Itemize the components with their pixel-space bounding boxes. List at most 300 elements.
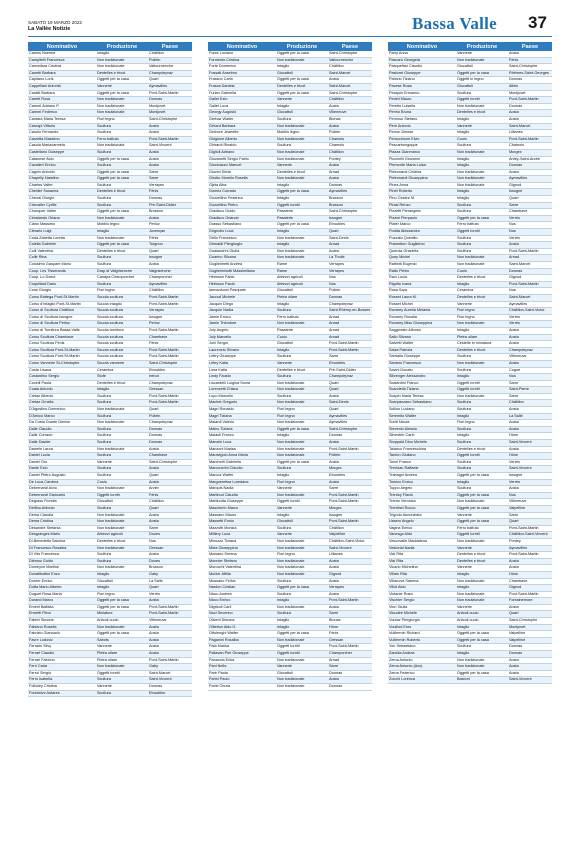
cell-produzione: Non tradizionale [276, 453, 328, 460]
table-row [208, 545, 372, 552]
cell-nominativo: Ermetti Piero [28, 611, 96, 618]
cell-nominativo: Perron Denise [388, 130, 456, 137]
cell-nominativo: Pescarbongoppe [388, 143, 456, 150]
table-row [28, 433, 192, 440]
cell-nominativo: Fabiano Rosella [28, 624, 96, 631]
table-row [28, 525, 192, 532]
table-row [28, 110, 192, 117]
cell-produzione: Non tradizionale [276, 657, 328, 664]
table-row [28, 360, 192, 367]
table-row [208, 486, 372, 493]
cell-nominativo: Cappellani Antonia [28, 83, 96, 90]
cell-nominativo: Massetti Ennio [208, 519, 276, 526]
cell-nominativo: Tonni Franco [388, 459, 456, 466]
cell-paese: Aosta [328, 578, 372, 585]
table-row [388, 229, 552, 236]
cell-nominativo: Dema Cristina [28, 519, 96, 526]
cell-produzione: Scuola intaglio [96, 301, 148, 308]
cell-produzione: Ceramica [456, 288, 508, 295]
cell-nominativo: Desandré Stefania [28, 525, 96, 532]
cell-nominativo: Gradisco Guido [208, 209, 276, 216]
cell-nominativo: Colosimo Gaspare Mario [28, 262, 96, 269]
cell-paese: Verrès [148, 591, 192, 598]
table-row [388, 598, 552, 605]
cell-produzione: Dentelles e tricot [456, 446, 508, 453]
cell-paese: La Salle [148, 578, 192, 585]
cell-nominativo: Pala Marisa [208, 644, 276, 651]
table-row [28, 255, 192, 262]
cell-produzione: Intaglio [456, 156, 508, 163]
table-row [208, 334, 372, 341]
cell-paese: Arnad [328, 334, 372, 341]
cell-nominativo: Coquillard Dario [28, 281, 96, 288]
cell-nominativo: Favre Ludovic [28, 637, 96, 644]
cell-paese: Châtillon-Saint-Victor [508, 308, 552, 315]
cell-produzione: Oggetti per la casa [96, 604, 148, 611]
cell-paese: Cogne [508, 367, 552, 374]
cell-produzione: Oggetti per la casa [276, 189, 328, 196]
header-nominativo: Nominativo [388, 42, 456, 51]
cell-paese: Pré-Saint-Didier [148, 202, 192, 209]
cell-produzione: Vannerie [456, 512, 508, 519]
cell-paese: Valtournenche [148, 64, 192, 71]
cell-nominativo: Saggiorato Alfonso [388, 327, 456, 334]
cell-paese: Saint-Marcel [328, 83, 372, 90]
table-row [208, 618, 372, 625]
cell-produzione: Non tradizionale [96, 97, 148, 104]
cell-produzione: Non tradizionale [276, 123, 328, 130]
cell-produzione: Vannerie [276, 163, 328, 170]
header-nominativo: Nominativo [28, 42, 96, 51]
cell-produzione: Scuola scultura [96, 334, 148, 341]
cell-paese: Issogne [328, 512, 372, 519]
cell-paese: Nus [328, 281, 372, 288]
cell-paese: Aosta [508, 407, 552, 414]
cell-nominativo: Piccinelli Giovanni [388, 156, 456, 163]
cell-produzione: Non tradizionale [276, 176, 328, 183]
cell-paese: Donnas [148, 433, 192, 440]
cell-nominativo: Santoro Francesco [388, 360, 456, 367]
table-row [388, 657, 552, 664]
cell-paese: Champdepraz [328, 301, 372, 308]
cell-paese: Donnas [148, 684, 192, 691]
cell-paese: Champdepraz [508, 347, 552, 354]
cell-nominativo: Ghigione Alberto [208, 136, 276, 143]
cell-paese: Chambave [148, 453, 192, 460]
table-row [208, 400, 372, 407]
table-row [208, 83, 372, 90]
cell-produzione: Oggetti per la casa [276, 459, 328, 466]
cell-produzione: Vannerie [456, 51, 508, 57]
table-row [28, 486, 192, 493]
cell-nominativo: Castellano Giuseppe [28, 149, 96, 156]
cell-paese: Torgnon [148, 242, 192, 249]
cell-nominativo: Corso Scultura Pont-St-Martin [28, 354, 96, 361]
cell-paese: Valpelline [328, 532, 372, 539]
cell-produzione: Scultura [276, 116, 328, 123]
table-row [28, 367, 192, 374]
table-row [388, 420, 552, 427]
cell-paese: Verrayes [328, 585, 372, 592]
cell-nominativo: Peaquin Ermanno [388, 90, 456, 97]
table-row [208, 505, 372, 512]
table-row [28, 664, 192, 671]
cell-paese: Sarre [508, 202, 552, 209]
table-row [28, 354, 192, 361]
cell-produzione: Giocattoli [96, 578, 148, 585]
table-row [208, 90, 372, 97]
cell-nominativo: Di Francesco Rosalba [28, 545, 96, 552]
table-row [28, 479, 192, 486]
cell-paese: Arnad [328, 657, 372, 664]
cell-paese: Saint-Marcel [508, 294, 552, 301]
cell-paese: Lillianes [328, 552, 372, 559]
cell-produzione: Intaglio [96, 585, 148, 592]
cell-nominativo: Giovanetti Sergio Fabio [208, 156, 276, 163]
cell-paese: Saint-Vincent [148, 677, 192, 684]
table-row [388, 644, 552, 651]
cell-produzione: Scultura [96, 130, 148, 137]
cell-paese: Quart [148, 407, 192, 414]
cell-paese: Sarre [148, 525, 192, 532]
cell-paese: Verrès [508, 314, 552, 321]
cell-produzione: Intaglio [456, 624, 508, 631]
cell-produzione: Intaglio [276, 347, 328, 354]
table-row [28, 64, 192, 71]
cell-produzione: Fiori legno [276, 552, 328, 559]
cell-paese: Antey-Saint-André [508, 156, 552, 163]
cell-nominativo: Dalle Claudio [28, 426, 96, 433]
cell-produzione: Non tradizionale [96, 519, 148, 526]
cell-paese: Pont-Saint-Martin [508, 248, 552, 255]
table-row [388, 677, 552, 684]
cell-produzione: Giocattoli [276, 670, 328, 677]
cell-paese: Gressan [328, 637, 372, 644]
cell-produzione: Articoli cuoio [96, 618, 148, 625]
header-produzione: Produzione [276, 42, 328, 51]
cell-produzione: Scultura [276, 354, 328, 361]
cell-paese: Saint-Vincent [148, 143, 192, 150]
table-row [208, 446, 372, 453]
cell-paese: Saint-Christophe [328, 426, 372, 433]
cell-produzione: Intaglio [456, 116, 508, 123]
table-row [388, 651, 552, 658]
table-row [208, 215, 372, 222]
header-nominativo: Nominativo [208, 42, 276, 51]
table-row [208, 77, 372, 84]
cell-nominativo: Trigodo Annunziata [388, 512, 456, 519]
cell-paese: Champorcher [328, 651, 372, 658]
table-row [208, 64, 372, 71]
cell-nominativo: Tardon Giuliano [388, 453, 456, 460]
cell-nominativo: Zanella Andrea [388, 651, 456, 658]
cell-nominativo: Chouquer Valter [28, 209, 96, 216]
cell-paese: Aosta [328, 677, 372, 684]
table-row [28, 690, 192, 697]
cell-produzione: Fiori legno [456, 420, 508, 427]
cell-produzione: Scultura [96, 255, 148, 262]
header-paese: Paese [328, 42, 372, 51]
cell-produzione: Cestelle in miniatura [456, 341, 508, 348]
cell-paese: Châtillon [148, 288, 192, 295]
cell-paese: Aosta [328, 558, 372, 565]
cell-nominativo: Hérisson Fabio [208, 275, 276, 282]
cell-produzione: Oggetti per la casa [96, 598, 148, 605]
table-row [208, 136, 372, 143]
cell-paese: Donnas [508, 651, 552, 658]
cell-produzione: Intaglio [96, 387, 148, 394]
cell-produzione: Scultura [276, 374, 328, 381]
cell-nominativo: Cheider Susanna [28, 189, 96, 196]
page-number: 37 [528, 13, 547, 32]
artisans-table [208, 42, 372, 691]
cell-produzione: Giocattoli [456, 83, 508, 90]
cell-paese: Verrès [508, 479, 552, 486]
cell-paese: Pontey [328, 156, 372, 163]
table-row [388, 440, 552, 447]
cell-produzione: Cuoio [96, 479, 148, 486]
cell-nominativo: Silvestrin Carlo [388, 433, 456, 440]
cell-produzione: Pietra ollare [276, 294, 328, 301]
cell-paese: Aosta [328, 123, 372, 130]
cell-produzione: Oggetti per la casa [96, 176, 148, 183]
cell-nominativo: Martinod Claudia [208, 492, 276, 499]
cell-paese: Aymavilles [148, 83, 192, 90]
cell-paese: Sarre [508, 380, 552, 387]
table-row [28, 143, 192, 150]
cell-nominativo: Magri Ronaldo [208, 407, 276, 414]
table-row [388, 664, 552, 671]
cell-produzione: Scuola scultura [96, 354, 148, 361]
cell-nominativo: Vial Rita [388, 558, 456, 565]
table-row [28, 374, 192, 381]
cell-nominativo: Podda Alessandro [388, 229, 456, 236]
cell-nominativo: Canetti Barbara [28, 70, 96, 77]
cell-nominativo: Joni Sergio [208, 341, 276, 348]
table-row [28, 387, 192, 394]
cell-nominativo: Cantara Maria Teresa [28, 116, 96, 123]
table-row [208, 611, 372, 618]
table-row [208, 637, 372, 644]
cell-nominativo: Pasquettaz Claudio [388, 64, 456, 71]
cell-nominativo: Dalle Corrado [28, 433, 96, 440]
cell-nominativo: Zema Antonio [388, 657, 456, 664]
cell-paese: Aosta [148, 123, 192, 130]
cell-nominativo: Colella Gabriele [28, 242, 96, 249]
cell-produzione: Non tradizionale [96, 545, 148, 552]
cell-produzione: Dentelles e tricot [456, 347, 508, 354]
table-row [388, 525, 552, 532]
cell-nominativo: Nozi Severino [208, 611, 276, 618]
cell-paese: Pont-Saint-Martin [328, 499, 372, 506]
cell-nominativo: Caretti Rosa [28, 97, 96, 104]
cell-paese: Aosta [508, 334, 552, 341]
cell-paese: Pont-Saint-Martin [148, 354, 192, 361]
cell-produzione: Non tradizionale [96, 64, 148, 71]
cell-produzione: Drap di Valgrisenche [96, 268, 148, 275]
cell-produzione: Dentelles e tricot [96, 380, 148, 387]
cell-nominativo: Ferrari Claudio [28, 651, 96, 658]
cell-produzione: Scuola scultura [96, 321, 148, 328]
table-row [388, 459, 552, 466]
table-row [208, 156, 372, 163]
cell-nominativo: Corso di Scultura Châtillon [28, 308, 96, 315]
cell-nominativo: Quercia Graziella [388, 248, 456, 255]
table-row [208, 367, 372, 374]
table-row [388, 136, 552, 143]
cell-paese: Etroubles [148, 367, 192, 374]
cell-produzione: Non tradizionale [276, 637, 328, 644]
table-row [208, 380, 372, 387]
cell-nominativo: Scaiardini Franco [388, 380, 456, 387]
cell-paese: Pont-Saint-Martin [508, 525, 552, 532]
cell-nominativo: Vuillermin Richard [388, 631, 456, 638]
cell-nominativo: Pirasi Renzo [388, 202, 456, 209]
cell-nominativo: Gualandrini Giulia [208, 248, 276, 255]
cell-nominativo: Pietronardi Giuseppina [388, 176, 456, 183]
cell-paese: Châtillon [328, 525, 372, 532]
table-row [28, 499, 192, 506]
cell-paese: Sarre [328, 611, 372, 618]
cell-paese: Arnad [328, 242, 372, 249]
cell-nominativo: Fabrizio Giancarlo [28, 631, 96, 638]
table-row [208, 664, 372, 671]
cell-nominativo: Joly Marcello [208, 334, 276, 341]
table-row [388, 453, 552, 460]
cell-produzione: Non tradizionale [456, 598, 508, 605]
cell-paese: Gressan [148, 387, 192, 394]
cell-paese: Valpelline [508, 505, 552, 512]
cell-nominativo: Lindy Fausto [208, 374, 276, 381]
cell-produzione: Vannerie [276, 532, 328, 539]
table-row [208, 433, 372, 440]
cell-paese: Aosta [508, 558, 552, 565]
table-row [28, 413, 192, 420]
table-row [388, 631, 552, 638]
cell-produzione: Non tradizionale [456, 664, 508, 671]
cell-paese: Nus [508, 288, 552, 295]
table-row [208, 176, 372, 183]
table-row [28, 215, 192, 222]
cell-produzione: Scultura [456, 459, 508, 466]
table-row [388, 532, 552, 539]
cell-produzione: Intaglio [456, 130, 508, 137]
cell-produzione: Oggetti per la casa [456, 473, 508, 480]
cell-nominativo: De Luca Carolina [28, 479, 96, 486]
table-row [208, 202, 372, 209]
cell-produzione: Non tradizionale [456, 591, 508, 598]
cell-nominativo: Nicco Andrea [208, 591, 276, 598]
cell-nominativo: Carollo Fernando [28, 130, 96, 137]
cell-produzione: Non tradizionale [96, 235, 148, 242]
cell-produzione: Non tradizionale [96, 420, 148, 427]
cell-nominativo: Pines Anna [388, 182, 456, 189]
cell-nominativo: Gozzellino Pietro [208, 202, 276, 209]
cell-produzione: Non tradizionale [456, 169, 508, 176]
cell-produzione: Fiori legno [96, 591, 148, 598]
cell-paese: Etroubles [328, 360, 372, 367]
cell-paese: Aosta [148, 631, 192, 638]
cell-nominativo: Debernardi Giancarlo [28, 492, 96, 499]
cell-produzione: Oggetti per la casa [276, 631, 328, 638]
table-row [208, 97, 372, 104]
cell-paese: Saint-Marcel [508, 123, 552, 130]
table-row [208, 341, 372, 348]
cell-produzione: Scultura [96, 558, 148, 565]
cell-paese: Donnas [328, 294, 372, 301]
table-row [208, 235, 372, 242]
cell-paese: Aosta [508, 360, 552, 367]
cell-nominativo: Ottolenghi Walter [208, 631, 276, 638]
cell-nominativo: Perucchione Elvio [388, 136, 456, 143]
table-row [388, 222, 552, 229]
cell-produzione: Scultura [456, 466, 508, 473]
table-row [388, 499, 552, 506]
cell-nominativo: Sordi Nicola [388, 420, 456, 427]
cell-nominativo: Magri Tiziana [208, 413, 276, 420]
cell-produzione: Oggetti torniti [456, 453, 508, 460]
cell-produzione: Non tradizionale [276, 545, 328, 552]
table-row [388, 182, 552, 189]
cell-produzione: Giocattoli [276, 110, 328, 117]
cell-nominativo: Scapin Maria Teresa [388, 393, 456, 400]
cell-paese: Allein [508, 83, 552, 90]
table-row [28, 420, 192, 427]
cell-nominativo: Machet Gregorio [208, 400, 276, 407]
cell-nominativo: Sibrenger Alessandro [388, 374, 456, 381]
cell-produzione: Ferro battuto [456, 525, 508, 532]
cell-produzione: Oggetti per la casa [96, 209, 148, 216]
cell-paese: Quart [508, 519, 552, 526]
cell-produzione: Non tradizionale [456, 262, 508, 269]
cell-paese: Montjovet [148, 110, 192, 117]
cell-produzione: Dentelles e tricot [456, 110, 508, 117]
cell-produzione: Pietra ollare [456, 334, 508, 341]
cell-produzione: Intaglio [276, 242, 328, 249]
cell-paese: Chambave [508, 578, 552, 585]
table-row [208, 684, 372, 691]
cell-nominativo: Jacquin Diego [208, 301, 276, 308]
cell-produzione: Oggetti per la casa [96, 90, 148, 97]
cell-produzione: Non tradizionale [456, 657, 508, 664]
cell-produzione: Non tradizionale [276, 420, 328, 427]
table-row [208, 492, 372, 499]
cell-produzione: Pasaterie [276, 327, 328, 334]
section-title: Bassa Valle [412, 14, 498, 33]
cell-nominativo: Zema Federico [388, 670, 456, 677]
cell-nominativo: Corso di Tornitura Bassa Valle [28, 327, 96, 334]
cell-nominativo: Sciliou Luciano [388, 407, 456, 414]
cell-nominativo: Minuzzo Tiziana [208, 538, 276, 545]
cell-paese: Aosta [148, 446, 192, 453]
cell-paese: Châtillon-Saint-Victor [328, 538, 372, 545]
cell-produzione: Oggetti per la casa [456, 670, 508, 677]
table-row [388, 466, 552, 473]
cell-produzione: Dentelles e tricot [456, 275, 508, 282]
table-row [28, 598, 192, 605]
cell-paese: Pont-Saint-Martin [328, 446, 372, 453]
cell-produzione: Scuola vannerie [96, 360, 148, 367]
cell-paese: Montjovet [148, 103, 192, 110]
table-row [28, 400, 192, 407]
cell-nominativo: Stevenin Alessio [388, 426, 456, 433]
cell-produzione: Vannerie [276, 664, 328, 671]
cell-paese: Aosta [508, 116, 552, 123]
cell-produzione: Non tradizionale [96, 446, 148, 453]
table-row [388, 57, 552, 64]
cell-paese: Donnas [508, 103, 552, 110]
table-row [388, 110, 552, 117]
